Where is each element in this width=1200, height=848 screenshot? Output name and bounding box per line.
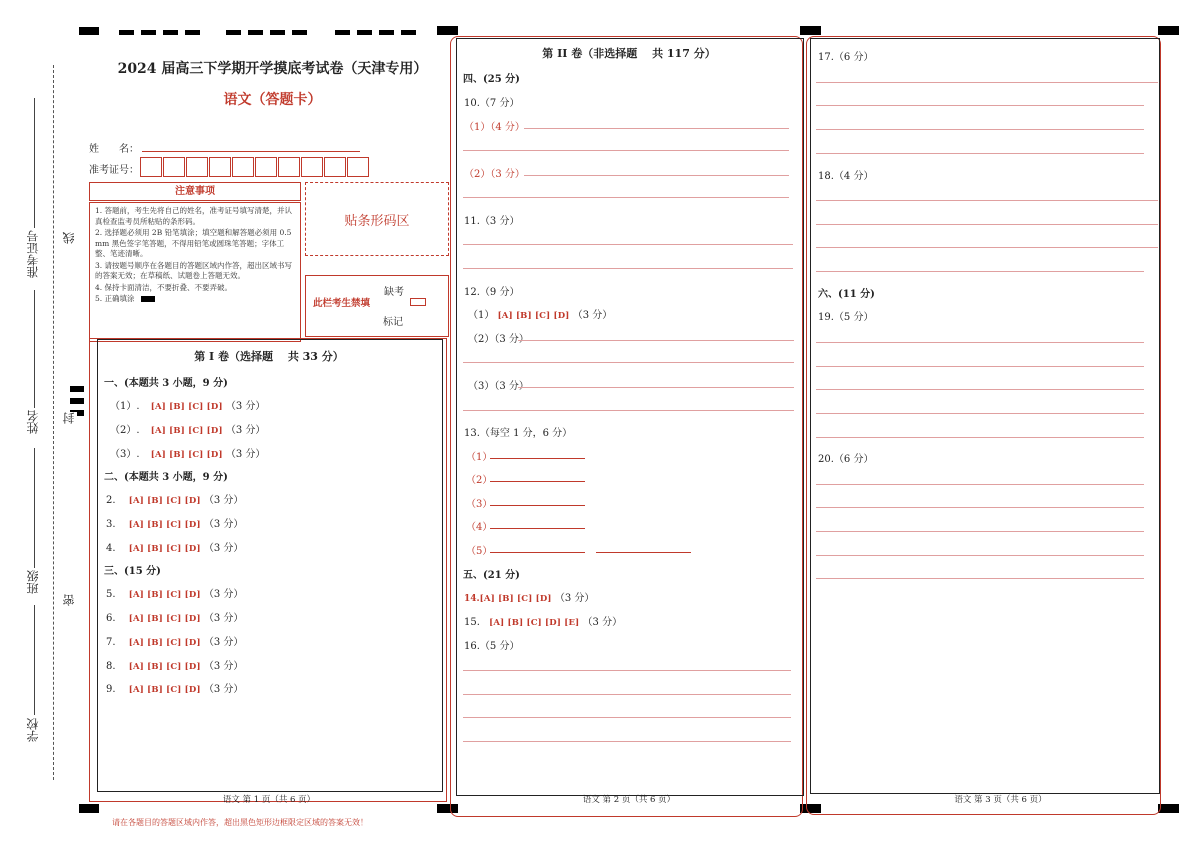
id-digit-box[interactable] [301, 157, 323, 177]
seal-char-xian: 线 [62, 232, 76, 244]
footer-warning: 请在各题目的答题区域内作答，超出黑色矩形边框限定区域的答案无效！ [112, 818, 368, 827]
side-mark [70, 398, 84, 404]
exam-id-boxes[interactable] [140, 157, 369, 177]
notice-item: 5. 正确填涂 [95, 294, 295, 305]
exam-title: 2024 届高三下学期开学摸底考试卷（天津专用） [117, 61, 428, 77]
choice-options[interactable]: [A] [B] [C] [D] [E] [489, 618, 580, 628]
q20-label: 20.（6 分） [818, 454, 874, 465]
section-3-title: 三、(15 分) [104, 566, 161, 577]
footer-page-3: 语文 第 3 页（共 6 页） [954, 795, 1047, 805]
question-row: 2. [A] [B] [C] [D] （3 分） [106, 495, 244, 506]
question-row: （3）. [A] [B] [C] [D] （3 分） [110, 449, 266, 460]
section-4-title: 四、(25 分) [463, 74, 520, 85]
q11-label: 11.（3 分） [464, 216, 520, 227]
answer-line[interactable] [816, 366, 1144, 367]
choice-options[interactable]: [A] [B] [C] [D] [150, 426, 223, 436]
q13-1-label: （1） [466, 452, 493, 463]
seal-char-mi: 密 [62, 594, 76, 606]
class-label: 班级 [26, 570, 40, 594]
q19-label: 19.（5 分） [818, 312, 874, 323]
answer-line[interactable] [518, 387, 794, 388]
blank-line[interactable] [490, 552, 585, 553]
part2-title: 第 II 卷（非选择题 共 117 分） [542, 47, 716, 60]
answer-line[interactable] [816, 484, 1144, 485]
choice-options[interactable]: [A] [B] [C] [D] [128, 590, 201, 600]
q12-label: 12.（9 分） [464, 287, 520, 298]
answer-line[interactable] [463, 150, 789, 151]
answer-line[interactable] [463, 410, 794, 411]
answer-line[interactable] [463, 197, 789, 198]
footer-page-2: 语文 第 2 页（共 6 页） [582, 795, 676, 805]
blank-line[interactable] [490, 528, 585, 529]
id-digit-box[interactable] [255, 157, 277, 177]
answer-line[interactable] [524, 128, 789, 129]
timing-mark [185, 30, 200, 35]
seal-char-feng: 封 [62, 412, 76, 424]
choice-options[interactable]: [A] [B] [C] [D] [150, 450, 223, 460]
q10-label: 10.（7 分） [464, 98, 520, 109]
choice-options[interactable]: [A] [B] [C] [D] [128, 685, 201, 695]
absent-mark-box[interactable] [410, 298, 426, 306]
answer-line[interactable] [816, 271, 1144, 272]
choice-options[interactable]: [A] [B] [C] [D] [479, 594, 552, 604]
answer-line[interactable] [816, 82, 1158, 83]
answer-line[interactable] [463, 670, 791, 671]
notice-title: 注意事项 [89, 182, 301, 201]
name-label: 姓 名： [89, 144, 139, 155]
choice-options[interactable]: [A] [B] [C] [D] [128, 520, 201, 530]
answer-line[interactable] [816, 555, 1144, 556]
exam-id-field-label: 准考证号： [89, 165, 139, 176]
timing-mark [141, 30, 156, 35]
timing-mark [292, 30, 307, 35]
q12-3-label: （3）（3 分） [468, 381, 529, 392]
answer-line[interactable] [816, 105, 1144, 106]
choice-options[interactable]: [A] [B] [C] [D] [150, 402, 223, 412]
class-line [34, 448, 35, 568]
answer-line[interactable] [816, 578, 1144, 579]
blank-line[interactable] [596, 552, 691, 553]
absent-label-top: 缺考 [384, 287, 404, 298]
barcode-label: 贴条形码区 [344, 213, 410, 229]
answer-line[interactable] [463, 362, 794, 363]
q12-1-row: （1） [A] [B] [C] [D] （3 分） [468, 310, 613, 321]
choice-options[interactable]: [A] [B] [C] [D] [497, 311, 570, 321]
seal-line-label [34, 98, 35, 228]
answer-line[interactable] [524, 175, 789, 176]
answer-line[interactable] [816, 507, 1144, 508]
name-field[interactable] [142, 151, 360, 152]
id-digit-box[interactable] [209, 157, 231, 177]
answer-line[interactable] [816, 389, 1144, 390]
answer-line[interactable] [463, 268, 793, 269]
timing-mark [357, 30, 372, 35]
corner-mark [79, 804, 99, 813]
footer-page-1: 语文 第 1 页（共 6 页） [222, 795, 316, 805]
answer-line[interactable] [816, 129, 1144, 130]
answer-line[interactable] [816, 153, 1144, 154]
q13-5-label: （5） [466, 546, 493, 557]
id-digit-box[interactable] [186, 157, 208, 177]
barcode-area [305, 182, 449, 256]
page2-inner-frame [456, 38, 804, 796]
q14-row: 14.[A] [B] [C] [D] （3 分） [464, 593, 595, 604]
answer-line[interactable] [816, 342, 1144, 343]
timing-mark [248, 30, 263, 35]
answer-line[interactable] [816, 413, 1144, 414]
choice-options[interactable]: [A] [B] [C] [D] [128, 496, 201, 506]
answer-line[interactable] [816, 437, 1144, 438]
absent-label-bottom: 标记 [383, 317, 403, 328]
blank-line[interactable] [490, 481, 585, 482]
id-digit-box[interactable] [140, 157, 162, 177]
question-row: 9. [A] [B] [C] [D] （3 分） [106, 684, 244, 695]
answer-line[interactable] [816, 531, 1144, 532]
timing-mark [119, 30, 134, 35]
timing-mark [270, 30, 285, 35]
timing-mark [79, 27, 99, 35]
timing-mark [226, 30, 241, 35]
timing-mark [401, 30, 416, 35]
blank-line[interactable] [490, 458, 585, 459]
question-row: 7. [A] [B] [C] [D] （3 分） [106, 637, 244, 648]
q16-label: 16.（5 分） [464, 641, 520, 652]
question-row: 4. [A] [B] [C] [D] （3 分） [106, 543, 244, 554]
id-digit-box[interactable] [324, 157, 346, 177]
section-6-title: 六、(11 分) [818, 289, 875, 300]
answer-line[interactable] [463, 694, 791, 695]
notice-item: 2. 选择题必须用 2B 铅笔填涂；填空题和解答题必须用 0.5 mm 黑色签字笔答题，不得用铅笔或圆珠笔答题；字体工整、笔迹清晰。 [95, 228, 292, 258]
q10-1-label: （1）（4 分） [464, 122, 525, 133]
section-2-title: 二、(本题共 3 小题，9 分) [104, 472, 228, 483]
id-digit-box[interactable] [163, 157, 185, 177]
notice-item: 1. 答题前，考生先将自己的姓名，准考证号填写清楚，并认真检查监考员所粘贴的条形码。 [95, 206, 293, 226]
seal-dashed-line [53, 65, 54, 780]
section-5-title: 五、(21 分) [463, 570, 520, 581]
q15-row: 15. [A] [B] [C] [D] [E] （3 分） [464, 617, 623, 628]
q13-2-label: （2） [466, 475, 493, 486]
name-line [34, 290, 35, 408]
question-row: 8. [A] [B] [C] [D] （3 分） [106, 661, 244, 672]
absent-forbidden-label: 此栏考生禁填 [313, 298, 371, 309]
q13-3-label: （3） [466, 499, 493, 510]
answer-line[interactable] [518, 340, 794, 341]
answer-line[interactable] [816, 247, 1158, 248]
answer-line[interactable] [816, 224, 1158, 225]
side-mark [70, 386, 84, 392]
answer-line[interactable] [816, 200, 1158, 201]
school-line [34, 605, 35, 715]
choice-options[interactable]: [A] [B] [C] [D] [128, 638, 201, 648]
notice-item: 3. 请按题号顺序在各题目的答题区域内作答，超出区域书写的答案无效；在草稿纸、试题卷上答题无效。 [95, 260, 293, 280]
answer-line[interactable] [463, 244, 793, 245]
id-digit-box[interactable] [232, 157, 254, 177]
school-label: 学校 [26, 718, 40, 742]
page3-inner-frame [810, 38, 1160, 794]
answer-sheet-subtitle: 语文（答题卡） [223, 92, 322, 108]
timing-mark [163, 30, 178, 35]
name-label-side: 姓名 [26, 410, 40, 434]
notice-item: 4. 保持卡面清洁，不要折叠、不要弄破。 [95, 282, 233, 292]
corner-mark [1158, 26, 1179, 35]
id-digit-box[interactable] [278, 157, 300, 177]
fill-sample [141, 296, 155, 302]
question-row: （2）. [A] [B] [C] [D] （3 分） [110, 425, 266, 436]
choice-options[interactable]: [A] [B] [C] [D] [128, 614, 201, 624]
q13-label: 13.（每空 1 分，6 分） [464, 428, 573, 439]
timing-mark [379, 30, 394, 35]
q18-label: 18.（4 分） [818, 171, 874, 182]
answer-line[interactable] [463, 717, 791, 718]
corner-mark [1158, 804, 1179, 813]
choice-options[interactable]: [A] [B] [C] [D] [128, 662, 201, 672]
q12-2-label: （2）（3 分） [468, 334, 529, 345]
blank-line[interactable] [490, 505, 585, 506]
choice-options[interactable]: [A] [B] [C] [D] [128, 544, 201, 554]
corner-mark [437, 26, 458, 35]
question-row: 3. [A] [B] [C] [D] （3 分） [106, 519, 244, 530]
notice-box [89, 202, 301, 342]
q10-2-label: （2）（3 分） [464, 169, 525, 180]
question-row: 5. [A] [B] [C] [D] （3 分） [106, 589, 244, 600]
section-1-title: 一、(本题共 3 小题，9 分) [104, 378, 228, 389]
q17-label: 17.（6 分） [818, 52, 874, 63]
id-digit-box[interactable] [347, 157, 369, 177]
exam-id-label: 准考证号 [26, 230, 40, 278]
question-row: 6. [A] [B] [C] [D] （3 分） [106, 613, 244, 624]
question-row: （1）. [A] [B] [C] [D] （3 分） [110, 401, 266, 412]
timing-mark [335, 30, 350, 35]
q13-4-label: （4） [466, 522, 493, 533]
answer-line[interactable] [463, 741, 791, 742]
part1-title: 第 I 卷（选择题 共 33 分） [194, 350, 344, 363]
corner-mark [800, 26, 821, 35]
